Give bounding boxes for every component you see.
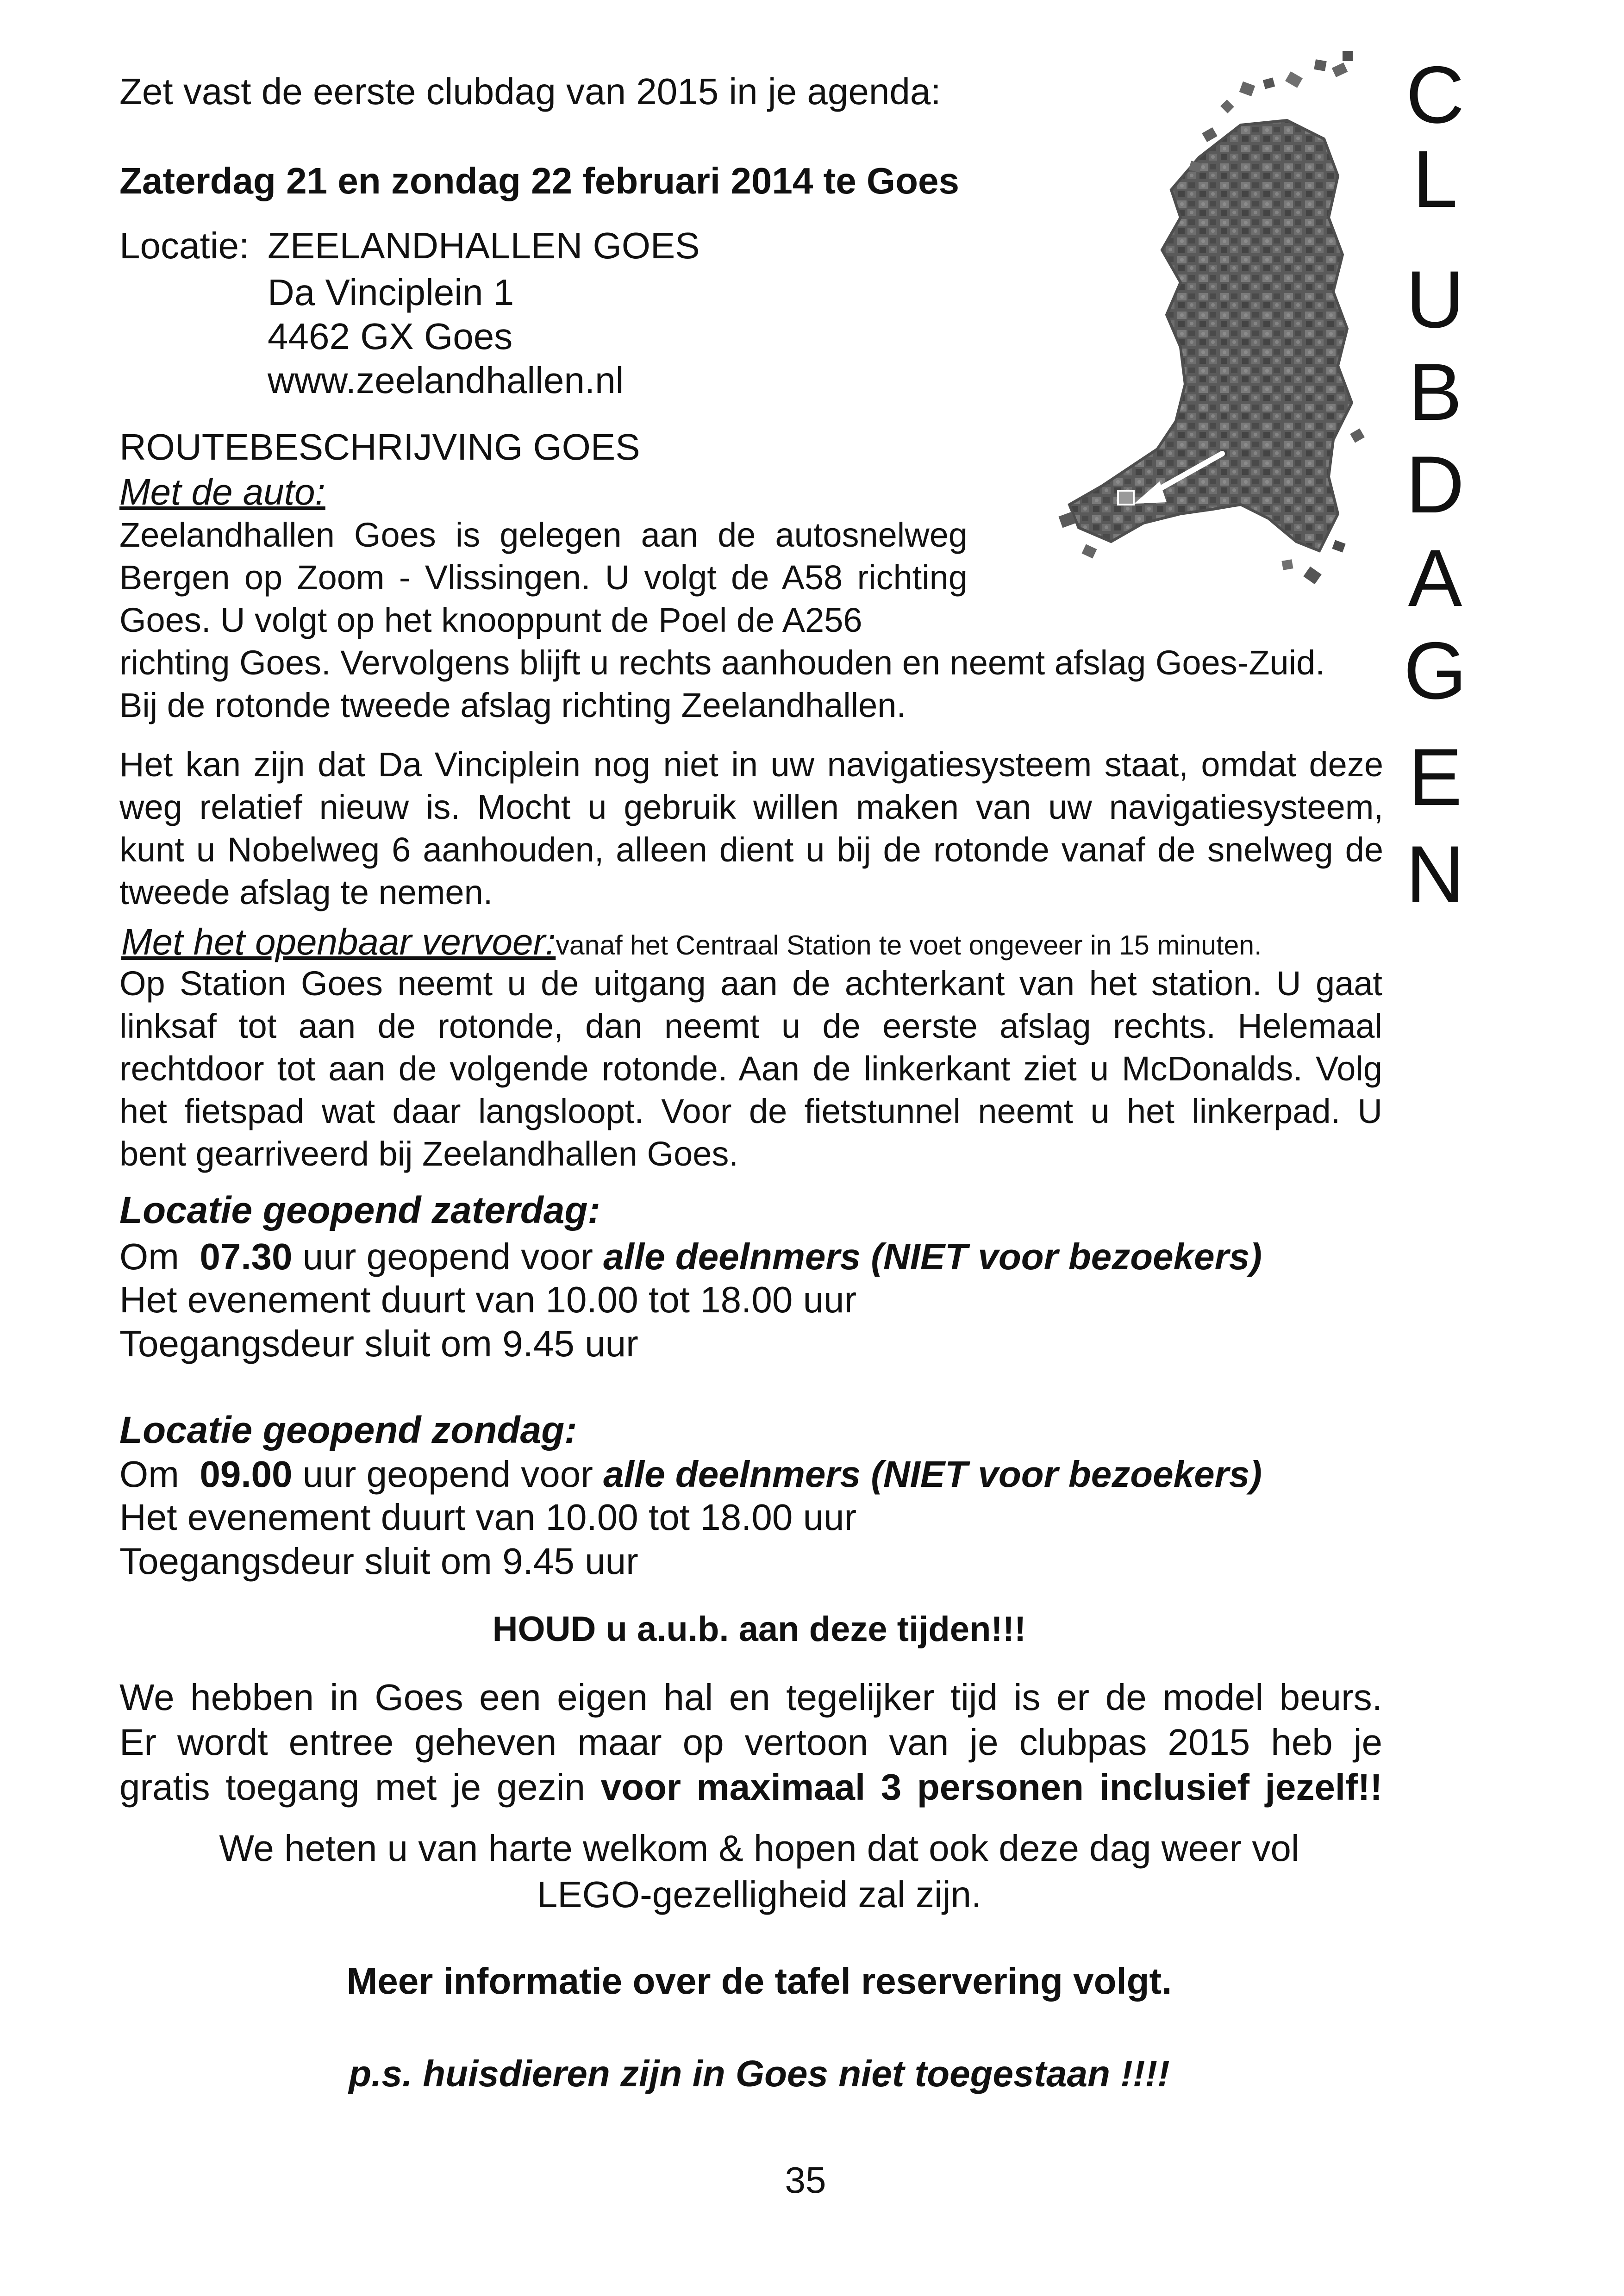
sunday-time: 09.00 xyxy=(200,1454,293,1495)
car-paragraph-narrow xyxy=(119,514,968,642)
saturday-om: Om xyxy=(119,1236,179,1277)
lego-netherlands-map-image xyxy=(963,51,1389,643)
hall-line: We hebben in Goes een eigen hal en tegelijker tijd is er de model beurs. xyxy=(119,1677,1382,1718)
map-country-shape xyxy=(1069,120,1352,551)
intro-text: Zet vast de eerste clubdag van 2015 in je agenda: xyxy=(119,71,941,112)
car-line: Goes. U volgt op het knooppunt de Poel de A256 xyxy=(119,601,862,639)
location-venue: ZEELANDHALLEN GOES xyxy=(268,225,700,266)
saturday-door: Toegangsdeur sluit om 9.45 uur xyxy=(119,1323,638,1364)
hall-line3-normal: gratis toegang met je gezin xyxy=(119,1766,585,1808)
car-line: richting Goes. Vervolgens blijft u rechts aanhouden en neemt afslag Goes-Zuid. xyxy=(119,643,1325,682)
ov-line: linksaf tot aan de rotonde, dan neemt u de eerste afslag rechts. Helemaal xyxy=(119,1007,1382,1045)
location-label: Locatie: xyxy=(119,225,250,266)
page-number: 35 xyxy=(785,2159,826,2201)
nav-line: tweede afslag te nemen. xyxy=(119,873,493,911)
side-letter: E xyxy=(1408,732,1462,823)
side-letter: D xyxy=(1405,440,1465,530)
ov-line: het fietspad wat daar langsloopt. Voor de fietstunnel neemt u het linkerpad. U xyxy=(119,1092,1382,1130)
saturday-heading: Locatie geopend zaterdag: xyxy=(119,1189,600,1231)
event-title: Zaterdag 21 en zondag 22 februari 2014 te Goes xyxy=(119,160,959,201)
ov-first-text: vanaf het Centraal Station te voet ongeveer in 15 minuten. xyxy=(556,930,1262,961)
side-letter: U xyxy=(1405,255,1465,345)
car-line: Bergen op Zoom - Vlissingen. U volgt de A58 richting xyxy=(119,558,968,597)
car-line: Bij de rotonde tweede afslag richting Zeelandhallen. xyxy=(119,686,906,724)
location-website[interactable]: www.zeelandhallen.nl xyxy=(268,360,624,401)
saturday-time: 07.30 xyxy=(200,1236,293,1277)
saturday-open-text: uur geopend voor xyxy=(302,1236,593,1277)
sunday-participants: alle deelnmers (NIET voor bezoekers) xyxy=(603,1454,1262,1495)
hall-paragraph xyxy=(119,1675,1382,1809)
car-heading: Met de auto: xyxy=(119,471,325,512)
side-letter: L xyxy=(1412,134,1458,225)
sunday-door: Toegangsdeur sluit om 9.45 uur xyxy=(119,1541,638,1582)
ov-line: Op Station Goes neemt u de uitgang aan de achterkant van het station. U gaat xyxy=(119,964,1382,1003)
ps-text: p.s. huisdieren zijn in Goes niet toegestaan !!!! xyxy=(349,2053,1170,2094)
welcome-line-2: LEGO-gezelligheid zal zijn. xyxy=(537,1874,982,1915)
side-letter: A xyxy=(1408,533,1462,624)
ov-heading: Met het openbaar vervoer: xyxy=(121,921,556,962)
saturday-participants: alle deelnmers (NIET voor bezoekers) xyxy=(603,1236,1262,1277)
welcome-line-1: We heten u van harte welkom & hopen dat ook deze dag weer vol xyxy=(219,1828,1299,1869)
side-letter: B xyxy=(1408,347,1462,437)
side-letter: C xyxy=(1405,50,1465,140)
sunday-om: Om xyxy=(119,1454,179,1495)
saturday-open-line xyxy=(119,1234,1262,1280)
ov-first-line xyxy=(121,919,1262,965)
table-info: Meer informatie over de tafel reservering volgt. xyxy=(346,1960,1172,2002)
location-street: Da Vinciplein 1 xyxy=(268,272,514,313)
car-paragraph-wide xyxy=(119,642,1388,727)
nav-line: kunt u Nobelweg 6 aanhouden, alleen dient u bij de rotonde vanaf de snelweg de xyxy=(119,830,1383,869)
ov-line: bent gearriveerd bij Zeelandhallen Goes. xyxy=(119,1135,738,1173)
sunday-open-line xyxy=(119,1451,1262,1497)
nav-line: weg relatief nieuw is. Mocht u gebruik willen maken van uw navigatiesysteem, xyxy=(119,788,1383,826)
side-letter: G xyxy=(1403,626,1467,716)
sunday-open-text: uur geopend voor xyxy=(302,1454,593,1495)
hall-line3-bold: voor maximaal 3 personen inclusief jezelf!! xyxy=(600,1766,1382,1808)
side-letter: N xyxy=(1405,830,1465,920)
ov-line: rechtdoor tot aan de volgende rotonde. Aan de linkerkant ziet u McDonalds. Volg xyxy=(119,1049,1382,1088)
location-city: 4462 GX Goes xyxy=(268,316,513,357)
ov-paragraph xyxy=(119,962,1382,1175)
sunday-heading: Locatie geopend zondag: xyxy=(119,1409,577,1451)
saturday-duration: Het evenement duurt van 10.00 tot 18.00 uur xyxy=(119,1279,857,1320)
hall-line-3 xyxy=(119,1765,1382,1809)
hall-line: Er wordt entree geheven maar op vertoon van je clubpas 2015 heb je xyxy=(119,1722,1382,1763)
route-heading: ROUTEBESCHRIJVING GOES xyxy=(119,426,640,468)
warning-text: HOUD u a.u.b. aan deze tijden!!! xyxy=(492,1610,1026,1649)
nav-line: Het kan zijn dat Da Vinciplein nog niet in uw navigatiesysteem staat, omdat deze xyxy=(119,745,1383,784)
sunday-duration: Het evenement duurt van 10.00 tot 18.00 uur xyxy=(119,1497,857,1538)
nav-paragraph xyxy=(119,743,1383,914)
car-line: Zeelandhallen Goes is gelegen aan de autosnelweg xyxy=(119,516,968,554)
